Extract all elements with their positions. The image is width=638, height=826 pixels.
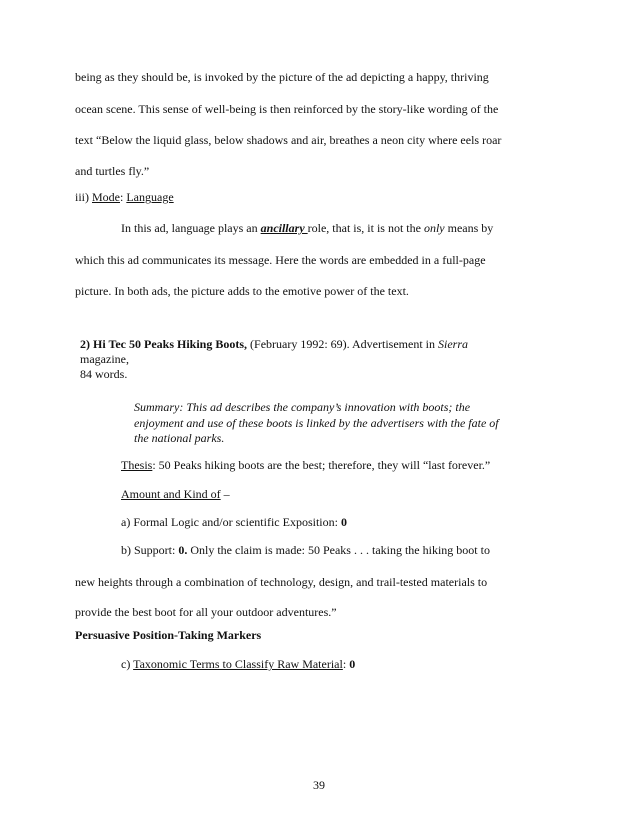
mode-colon: :: [120, 190, 124, 204]
mode-label: Mode: [92, 190, 120, 204]
para2-post: means by: [444, 221, 494, 235]
body-line-3: text “Below the liquid glass, below shadows and air, breathes a neon city where eels roar: [75, 133, 502, 147]
support-post: Only the claim is made: 50 Peaks . . . taking the hiking boot to: [187, 543, 490, 557]
only-term: only: [423, 221, 445, 235]
taxonomic-label: Taxonomic Terms to Classify Raw Material: [133, 657, 343, 671]
formal-text: a) Formal Logic and/or scientific Exposition:: [121, 515, 341, 529]
formal-logic-line: [121, 515, 347, 529]
markers-heading: Persuasive Position-Taking Markers: [75, 628, 262, 642]
support-line-3: provide the best boot for all your outdoor adventures.”: [75, 605, 337, 619]
para2-pre: In this ad, language plays an: [121, 221, 261, 235]
body-line-4: and turtles fly.”: [75, 164, 150, 178]
ad2-details: (February 1992: 69). Advertisement in: [247, 337, 438, 351]
thesis-text: : 50 Peaks hiking boots are the best; therefore, they will “last forever.”: [152, 458, 491, 472]
amount-line: [121, 487, 230, 501]
taxonomic-colon: :: [342, 657, 350, 671]
ad2-title: 2) Hi Tec 50 Peaks Hiking Boots,: [80, 337, 248, 351]
taxonomic-prefix: c): [121, 657, 134, 671]
body-line-2: ocean scene. This sense of well-being is then reinforced by the story-like wording of the: [75, 102, 499, 116]
support-value: 0.: [178, 543, 188, 557]
ancillary-term: ancillary: [260, 221, 308, 235]
body-line-1: being as they should be, is invoked by the picture of the ad depicting a happy, thriving: [75, 70, 489, 84]
taxonomic-line: [121, 657, 355, 671]
summary-block: Summary: This ad describes the company’s innovation with boots; the enjoyment and use of these boots is linked by the advertisers with the fate of the national parks.: [134, 400, 499, 445]
mode-line: [75, 190, 174, 204]
page-number: 39: [313, 778, 325, 792]
thesis-label: Thesis: [121, 458, 153, 472]
mode-value: Language: [126, 190, 174, 204]
support-pre: b) Support:: [121, 543, 179, 557]
amount-label: Amount and Kind of: [121, 487, 221, 501]
para2-line-2: which this ad communicates its message. Here the words are embedded in a full-page: [75, 253, 486, 267]
taxonomic-value: 0: [349, 657, 356, 671]
ad2-line-3: 84 words.: [80, 367, 128, 381]
amount-dash: –: [220, 487, 230, 501]
para2-line-3: picture. In both ads, the picture adds to the emotive power of the text.: [75, 284, 409, 298]
para2-line-1: [121, 221, 493, 235]
formal-value: 0: [340, 515, 347, 529]
mode-prefix: iii): [75, 190, 89, 204]
thesis-line: [121, 458, 490, 472]
support-line-2: new heights through a combination of technology, design, and trail-tested materials to: [75, 575, 488, 589]
para2-mid: role, that is, it is not the: [307, 221, 424, 235]
ad2-magazine: Sierra: [438, 337, 468, 351]
support-line-1: [121, 543, 490, 557]
ad2-line-1: [80, 337, 468, 351]
ad2-line-2: magazine,: [80, 352, 129, 366]
